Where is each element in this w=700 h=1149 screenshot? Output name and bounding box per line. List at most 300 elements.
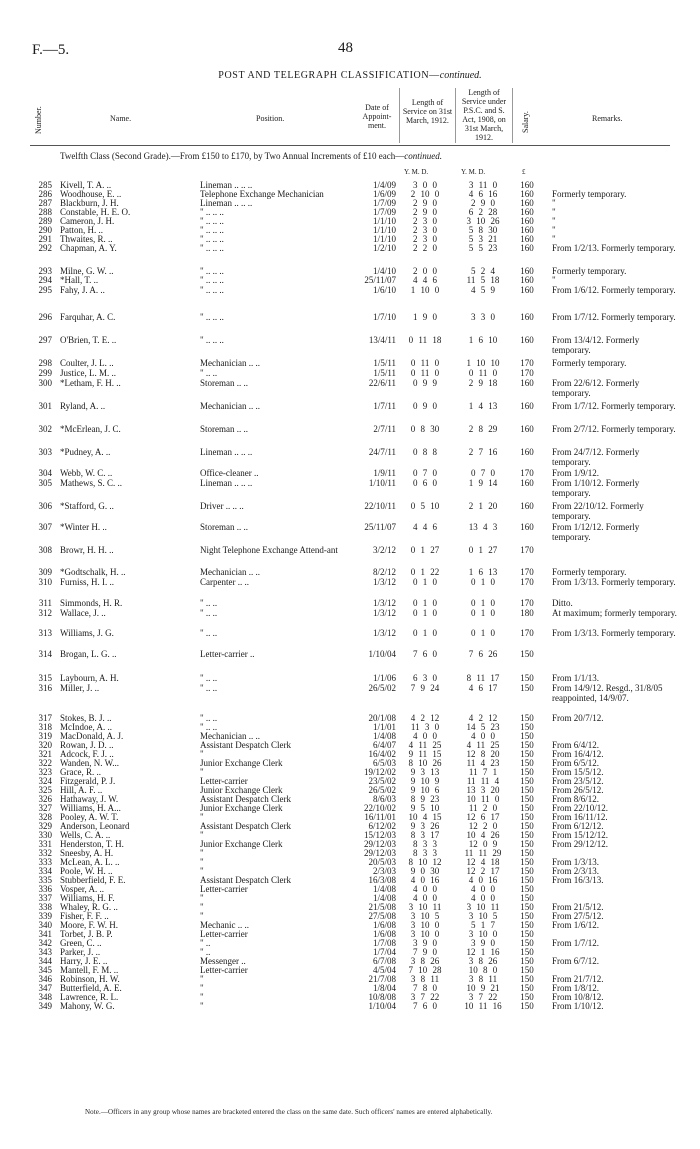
row-remarks: From 1/2/13. Formerly temporary.: [552, 243, 676, 253]
row-psc-service: 2 1 20: [468, 501, 498, 511]
row-name: Mathews, S. C. ..: [60, 478, 123, 488]
row-remarks: From 29/12/12.: [552, 839, 609, 849]
row-remarks: From 1/6/12. Formerly temporary.: [552, 285, 676, 295]
row-name: Ryland, A. ..: [60, 401, 106, 411]
row-psc-service: 10 11 16: [464, 1001, 502, 1011]
row-service: 0 1 0: [413, 608, 437, 618]
row-number: 298: [38, 358, 52, 368]
row-psc-service: 10 4 26: [466, 830, 500, 840]
row-salary: 150: [520, 965, 534, 975]
row-number: 296: [38, 312, 52, 322]
row-service: 7 6 0: [413, 1001, 437, 1011]
row-service: 8 3 17: [410, 830, 440, 840]
row-remarks: Formerly temporary.: [552, 567, 627, 577]
row-remarks: Formerly temporary.: [552, 266, 627, 276]
row-date: 22/10/02: [363, 803, 396, 813]
row-remarks: From 8/6/12.: [552, 794, 600, 804]
row-salary: 150: [520, 920, 534, 930]
row-remarks: From 16/3/13.: [552, 875, 604, 885]
row-service: 9 5 10: [410, 803, 440, 813]
row-service: 3 8 26: [410, 956, 440, 966]
row-position: Night Telephone Exchange Attend-ant: [200, 545, 338, 555]
row-number: 286: [38, 189, 52, 199]
row-number: 346: [38, 974, 52, 984]
row-name: Grace, R. ..: [60, 767, 101, 777]
row-name: Blackburn, J. H.: [60, 198, 119, 208]
row-date: 1/1/06: [372, 673, 396, 683]
row-position: " .. .. ..: [200, 285, 224, 295]
row-service: 4 11 25: [408, 740, 442, 750]
row-salary: 150: [520, 875, 534, 885]
row-position: " .. ..: [200, 683, 218, 693]
row-remarks: From 6/5/12.: [552, 758, 600, 768]
row-salary: 160: [520, 501, 534, 511]
row-date: 16/3/08: [368, 875, 396, 885]
row-date: 1/1/10: [372, 234, 396, 244]
row-date: 1/4/08: [372, 731, 396, 741]
row-position: Lineman .. .. ..: [200, 447, 253, 457]
row-position: Lineman .. .. ..: [200, 180, 253, 190]
row-number: 324: [38, 776, 52, 786]
row-name: Woodhouse, E. ..: [60, 189, 122, 199]
col-length-psc: Length of Service under P.S.C. and S. Act, 1908, on 31st March, 1912.: [461, 88, 507, 142]
row-psc-service: 12 1 16: [466, 947, 500, 957]
row-date: 3/2/12: [372, 545, 396, 555]
row-service: 1 10 0: [410, 285, 440, 295]
row-service: 7 9 24: [410, 683, 440, 693]
row-remarks: ": [552, 198, 556, 208]
col-number: Number.: [34, 106, 43, 134]
row-date: 2/3/03: [372, 866, 396, 876]
row-number: 310: [38, 577, 52, 587]
row-date: 1/10/11: [368, 478, 396, 488]
row-date: 4/5/04: [372, 965, 396, 975]
row-remarks: From 16/11/12.: [552, 812, 608, 822]
row-remarks: From 22/10/12. Formerly temporary.: [552, 501, 644, 521]
row-position: Mechanician .. ..: [200, 567, 260, 577]
row-name: Coulter, J. L. ..: [60, 358, 114, 368]
row-position: Telephone Exchange Mechanician: [200, 189, 324, 199]
row-number: 345: [38, 965, 52, 975]
row-service: 0 5 10: [410, 501, 440, 511]
row-date: 1/6/08: [372, 929, 396, 939]
row-remarks: From 1/1/13.: [552, 673, 600, 683]
row-position: " .. ..: [200, 722, 218, 732]
row-number: 336: [38, 884, 52, 894]
row-salary: 150: [520, 830, 534, 840]
row-date: 1/10/04: [368, 1001, 396, 1011]
row-salary: 170: [520, 577, 534, 587]
row-name: Hill, A. F. ..: [60, 785, 103, 795]
row-number: 313: [38, 628, 52, 638]
row-salary: 170: [520, 368, 534, 378]
row-number: 304: [38, 468, 52, 478]
row-name: Furniss, H. I. ..: [60, 577, 115, 587]
row-position: " .. ..: [200, 598, 218, 608]
row-position: " .. ..: [200, 628, 218, 638]
row-salary: 150: [520, 749, 534, 759]
row-psc-service: 4 0 0: [471, 731, 495, 741]
row-service: 11 3 0: [410, 722, 440, 732]
row-salary: 150: [520, 839, 534, 849]
row-name: McIndoe, A. ..: [60, 722, 112, 732]
row-remarks: From 21/7/12.: [552, 974, 604, 984]
row-psc-service: 3 3 0: [471, 312, 495, 322]
row-psc-service: 14 5 23: [466, 722, 500, 732]
row-salary: 150: [520, 649, 534, 659]
row-salary: 160: [520, 378, 534, 388]
row-service: 9 3 13: [410, 767, 440, 777]
row-remarks: From 22/10/12.: [552, 803, 609, 813]
row-remarks: Formerly temporary.: [552, 189, 627, 199]
row-salary: 150: [520, 866, 534, 876]
row-salary: 170: [520, 598, 534, 608]
row-psc-service: 2 8 29: [468, 424, 498, 434]
row-position: Junior Exchange Clerk: [200, 785, 283, 795]
row-number: 340: [38, 920, 52, 930]
row-position: ": [200, 1001, 204, 1011]
row-position: " .. .. ..: [200, 225, 224, 235]
row-service: 9 11 15: [408, 749, 442, 759]
row-service: 0 1 22: [410, 567, 440, 577]
row-number: 337: [38, 893, 52, 903]
row-remarks: From 20/7/12.: [552, 713, 604, 723]
row-remarks: From 14/9/12. Resgd., 31/8/05 reappointed, 14/9/07.: [552, 683, 663, 703]
row-service: 4 0 0: [413, 893, 437, 903]
row-position: Letter-carrier: [200, 776, 248, 786]
row-salary: 160: [520, 275, 534, 285]
row-number: 335: [38, 875, 52, 885]
row-salary: 150: [520, 1001, 534, 1011]
row-remarks: From 21/5/12.: [552, 902, 604, 912]
row-date: 1/3/12: [372, 598, 396, 608]
row-salary: 160: [520, 312, 534, 322]
row-name: Robinson, H. W.: [60, 974, 120, 984]
row-service: 1 9 0: [413, 312, 437, 322]
row-name: Adcock, F. J. ..: [60, 749, 114, 759]
row-remarks: ": [552, 207, 556, 217]
row-date: 25/11/07: [364, 275, 396, 285]
row-salary: 170: [520, 468, 534, 478]
row-salary: 150: [520, 673, 534, 683]
row-position: ": [200, 974, 204, 984]
row-remarks: From 1/3/13. Formerly temporary.: [552, 628, 676, 638]
row-number: 349: [38, 1001, 52, 1011]
row-service: 0 8 8: [413, 447, 437, 457]
row-number: 338: [38, 902, 52, 912]
row-service: 8 9 23: [410, 794, 440, 804]
row-salary: 150: [520, 722, 534, 732]
row-psc-service: 1 6 10: [468, 335, 498, 345]
row-name: *McErlean, J. C.: [60, 424, 121, 434]
row-number: 342: [38, 938, 52, 948]
row-date: 6/4/07: [372, 740, 396, 750]
row-position: ": [200, 902, 204, 912]
row-number: 317: [38, 713, 52, 723]
row-service: 7 8 0: [413, 983, 437, 993]
row-date: 29/12/03: [363, 839, 396, 849]
row-psc-service: 3 7 22: [468, 992, 498, 1002]
row-position: " .. ..: [200, 713, 218, 723]
row-date: 26/5/02: [368, 683, 396, 693]
row-position: " .. ..: [200, 368, 218, 378]
row-remarks: Ditto.: [552, 598, 573, 608]
row-name: Rowan, J. D. ..: [60, 740, 114, 750]
col-divider: [455, 88, 456, 143]
row-name: Pooley, A. W. T.: [60, 812, 119, 822]
row-salary: 160: [520, 401, 534, 411]
row-number: 343: [38, 947, 52, 957]
class-heading-continued: continued.: [404, 151, 443, 161]
row-salary: 150: [520, 740, 534, 750]
row-name: Cameron, J. H.: [60, 216, 115, 226]
row-salary: 160: [520, 198, 534, 208]
row-salary: 160: [520, 207, 534, 217]
row-remarks: From 1/7/12.: [552, 938, 600, 948]
row-number: 315: [38, 673, 52, 683]
row-date: 1/4/09: [372, 180, 396, 190]
row-psc-service: 11 4 23: [466, 758, 500, 768]
row-position: " .. .. ..: [200, 266, 224, 276]
row-service: 7 10 28: [408, 965, 442, 975]
row-psc-service: 11 11 4: [466, 776, 500, 786]
row-name: *Winter H. ..: [60, 522, 107, 532]
row-number: 329: [38, 821, 52, 831]
row-psc-service: 2 9 0: [471, 198, 495, 208]
row-service: 0 8 30: [410, 424, 440, 434]
row-salary: 160: [520, 216, 534, 226]
row-name: Sneesby, A. H.: [60, 848, 114, 858]
row-remarks: From 2/7/12. Formerly temporary.: [552, 424, 676, 434]
row-position: Mechanic .. ..: [200, 920, 249, 930]
row-remarks: From 1/3/13. Formerly temporary.: [552, 577, 676, 587]
row-number: 285: [38, 180, 52, 190]
row-psc-service: 1 10 10: [466, 358, 500, 368]
row-position: Assistant Despatch Clerk: [200, 740, 291, 750]
row-service: 0 1 0: [413, 577, 437, 587]
row-position: " .. .. ..: [200, 275, 224, 285]
row-salary: 150: [520, 731, 534, 741]
row-psc-service: 12 2 0: [468, 821, 498, 831]
row-remarks: From 1/6/12.: [552, 920, 600, 930]
row-name: Lawrence, R. L.: [60, 992, 119, 1002]
row-salary: 160: [520, 424, 534, 434]
row-psc-service: 4 6 17: [468, 683, 498, 693]
row-date: 1/1/10: [372, 225, 396, 235]
row-number: 321: [38, 749, 52, 759]
row-remarks: From 2/3/13.: [552, 866, 600, 876]
row-service: 0 11 0: [410, 368, 440, 378]
row-psc-service: 1 9 14: [468, 478, 498, 488]
row-date: 1/7/09: [372, 207, 396, 217]
row-service: 3 10 0: [410, 920, 440, 930]
row-date: 1/6/08: [372, 920, 396, 930]
row-date: 1/3/12: [372, 608, 396, 618]
row-service: 0 1 27: [410, 545, 440, 555]
row-salary: 160: [520, 335, 534, 345]
row-salary: 150: [520, 947, 534, 957]
row-date: 13/4/11: [368, 335, 396, 345]
row-name: Fahy, J. A. ..: [60, 285, 105, 295]
row-position: Lineman .. .. ..: [200, 198, 253, 208]
row-service: 2 3 0: [413, 234, 437, 244]
row-remarks: From 6/12/12.: [552, 821, 604, 831]
row-service: 2 9 0: [413, 198, 437, 208]
row-salary: 150: [520, 911, 534, 921]
row-salary: 150: [520, 776, 534, 786]
row-psc-service: 8 11 17: [466, 673, 500, 683]
row-remarks: From 16/4/12.: [552, 749, 604, 759]
row-name: *Hall, T. ..: [60, 275, 99, 285]
row-position: ": [200, 830, 204, 840]
row-service: 7 6 0: [413, 649, 437, 659]
row-date: 1/5/11: [373, 368, 396, 378]
row-position: " .. .. ..: [200, 243, 224, 253]
row-remarks: From 1/10/12. Formerly temporary.: [552, 478, 640, 498]
row-service: 2 10 0: [410, 189, 440, 199]
row-position: ": [200, 893, 204, 903]
row-psc-service: 1 4 13: [468, 401, 498, 411]
row-name: Vosper, A. ..: [60, 884, 104, 894]
row-date: 1/7/11: [373, 401, 396, 411]
row-date: 1/6/10: [372, 285, 396, 295]
row-number: 300: [38, 378, 52, 388]
units-salary: £: [522, 168, 526, 176]
row-name: Mahony, W. G.: [60, 1001, 115, 1011]
row-date: 25/11/07: [364, 522, 396, 532]
row-service: 0 1 0: [413, 598, 437, 608]
row-salary: 150: [520, 857, 534, 867]
row-psc-service: 10 9 21: [466, 983, 500, 993]
row-psc-service: 3 10 11: [466, 902, 500, 912]
row-number: 293: [38, 266, 52, 276]
row-position: ": [200, 848, 204, 858]
row-salary: 160: [520, 285, 534, 295]
row-position: Letter-carrier: [200, 884, 248, 894]
row-service: 2 3 0: [413, 216, 437, 226]
row-service: 6 3 0: [413, 673, 437, 683]
row-psc-service: 12 4 18: [466, 857, 500, 867]
row-position: " .. .. ..: [200, 312, 224, 322]
row-date: 1/1/10: [372, 216, 396, 226]
row-date: 6/5/03: [372, 758, 396, 768]
row-remarks: From 1/9/12.: [552, 468, 600, 478]
row-number: 347: [38, 983, 52, 993]
row-remarks: From 15/12/12.: [552, 830, 609, 840]
row-salary: 180: [520, 608, 534, 618]
row-psc-service: 0 1 0: [471, 577, 495, 587]
row-position: Mechanician .. ..: [200, 358, 260, 368]
row-salary: 170: [520, 628, 534, 638]
row-date: 6/7/08: [372, 956, 396, 966]
row-service: 9 10 9: [410, 776, 440, 786]
row-position: Office-cleaner ..: [200, 468, 259, 478]
row-salary: 160: [520, 447, 534, 457]
page-number: 48: [338, 40, 353, 56]
row-name: MacDonald, A. J.: [60, 731, 124, 741]
row-name: Moore, F. W. H.: [60, 920, 119, 930]
row-psc-service: 4 11 25: [466, 740, 500, 750]
row-salary: 150: [520, 812, 534, 822]
row-remarks: From 1/7/12. Formerly temporary.: [552, 401, 676, 411]
row-service: 4 2 12: [410, 713, 440, 723]
row-number: 302: [38, 424, 52, 434]
row-salary: 150: [520, 848, 534, 858]
row-name: Stokes, B. J. ..: [60, 713, 112, 723]
class-heading: [60, 151, 442, 161]
row-name: Webb, W. C. ..: [60, 468, 113, 478]
row-salary: 150: [520, 683, 534, 693]
header-left: F.—5.: [32, 42, 70, 58]
row-psc-service: 4 0 0: [471, 884, 495, 894]
row-date: 1/8/04: [372, 983, 396, 993]
row-number: 348: [38, 992, 52, 1002]
row-salary: 150: [520, 902, 534, 912]
row-number: 314: [38, 649, 52, 659]
row-number: 322: [38, 758, 52, 768]
row-position: Assistant Despatch Clerk: [200, 821, 291, 831]
col-position: Position.: [256, 114, 285, 123]
row-number: 332: [38, 848, 52, 858]
row-salary: 150: [520, 893, 534, 903]
row-position: Storeman .. ..: [200, 424, 248, 434]
row-number: 303: [38, 447, 52, 457]
row-salary: 150: [520, 974, 534, 984]
row-position: " .. .. ..: [200, 234, 224, 244]
row-salary: 160: [520, 189, 534, 199]
row-name: Poole, W. H. ..: [60, 866, 113, 876]
row-service: 7 9 0: [413, 947, 437, 957]
row-remarks: From 26/5/12.: [552, 785, 604, 795]
row-position: Mechanician .. ..: [200, 731, 260, 741]
row-psc-service: 7 6 26: [468, 649, 498, 659]
row-date: 8/2/12: [372, 567, 396, 577]
row-salary: 160: [520, 225, 534, 235]
row-date: 1/7/04: [372, 947, 396, 957]
row-position: Messenger ..: [200, 956, 246, 966]
row-position: Assistant Despatch Clerk: [200, 794, 291, 804]
row-position: " ..: [200, 938, 211, 948]
title-text: POST AND TELEGRAPH CLASSIFICATION—: [218, 70, 440, 81]
row-number: 318: [38, 722, 52, 732]
row-psc-service: 4 2 12: [468, 713, 498, 723]
row-remarks: ": [552, 234, 556, 244]
row-date: 22/6/11: [368, 378, 396, 388]
row-number: 333: [38, 857, 52, 867]
row-position: Letter-carrier: [200, 929, 248, 939]
row-name: Miller, J. ..: [60, 683, 100, 693]
row-salary: 150: [520, 785, 534, 795]
row-remarks: ": [552, 225, 556, 235]
row-psc-service: 3 11 0: [468, 180, 498, 190]
row-date: 1/9/11: [373, 468, 396, 478]
col-divider: [512, 88, 513, 143]
row-number: 299: [38, 368, 52, 378]
row-position: Storeman .. ..: [200, 378, 248, 388]
row-psc-service: 4 0 16: [468, 875, 498, 885]
row-salary: 150: [520, 803, 534, 813]
row-name: Parker, J. ..: [60, 947, 101, 957]
row-psc-service: 5 1 7: [471, 920, 495, 930]
row-service: 2 9 0: [413, 207, 437, 217]
row-name: Simmonds, H. R.: [60, 598, 123, 608]
row-date: 24/7/11: [368, 447, 396, 457]
row-name: Wanden, N. W...: [60, 758, 120, 768]
row-service: 3 10 5: [410, 911, 440, 921]
row-number: 288: [38, 207, 52, 217]
row-name: *Pudney, A. ..: [60, 447, 111, 457]
row-position: " .. .. ..: [200, 335, 224, 345]
